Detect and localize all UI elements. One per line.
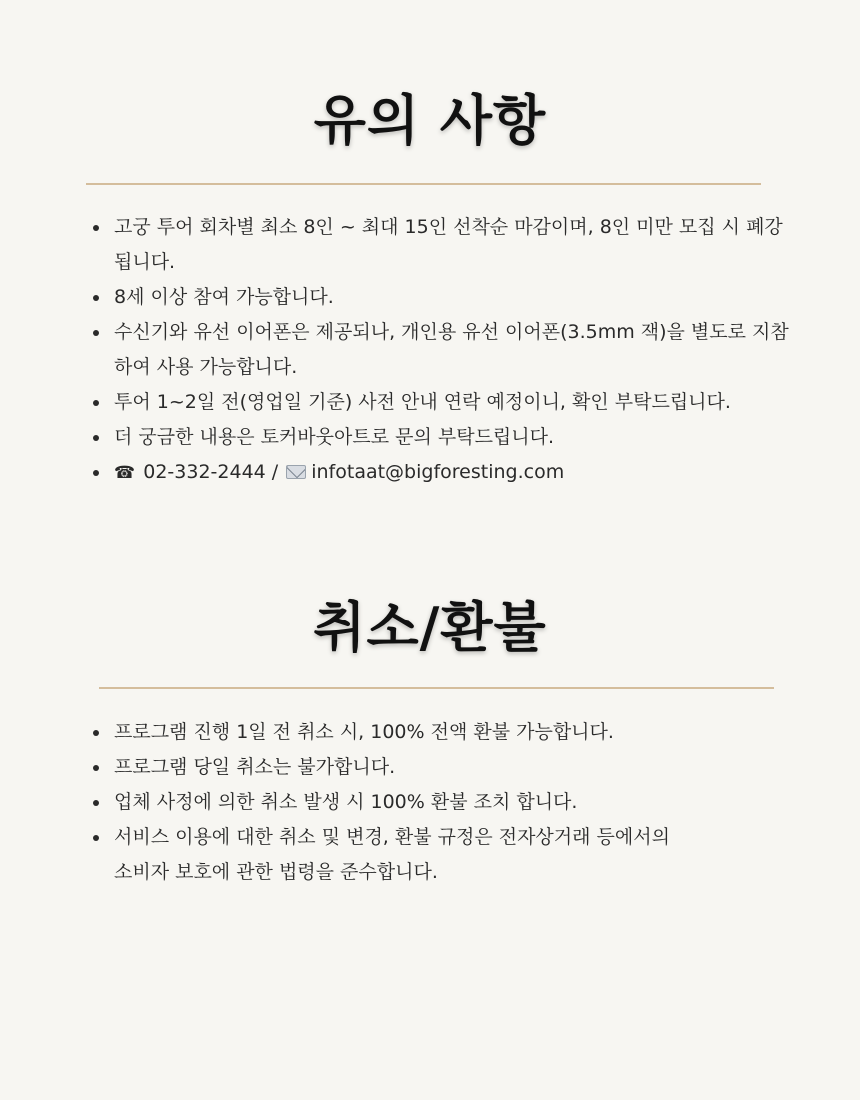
refund-item-text: 프로그램 당일 취소는 불가합니다.: [114, 756, 396, 778]
list-item: [114, 315, 794, 385]
contact-separator: /: [265, 461, 285, 483]
bullet-icon: [93, 225, 99, 231]
bullet-icon: [93, 435, 99, 441]
list-item: [114, 785, 794, 820]
notice-item-text: 더 궁금한 내용은 토커바웃아트로 문의 부탁드립니다.: [114, 426, 555, 448]
bullet-icon: [93, 765, 99, 771]
contact-item: [114, 455, 794, 491]
bullet-icon: [93, 800, 99, 806]
list-item: [114, 820, 794, 890]
list-item: [114, 385, 794, 420]
notice-item-text: 수신기와 유선 이어폰은 제공되나, 개인용 유선 이어폰(3.5mm 잭)을 별도로 지참하여 사용 가능합니다.: [114, 321, 789, 378]
notice-item-text: 고궁 투어 회차별 최소 8인 ~ 최대 15인 선착순 마감이며, 8인 미만 모집 시 폐강됩니다.: [114, 216, 783, 273]
notice-item-text: 8세 이상 참여 가능합니다.: [114, 286, 334, 308]
phone-icon: ☎: [114, 463, 136, 483]
bullet-icon: [93, 470, 99, 476]
list-item: [114, 280, 794, 315]
notice-item-text: 투어 1~2일 전(영업일 기준) 사전 안내 연락 예정이니, 확인 부탁드립니다.: [114, 391, 731, 413]
envelope-icon: [286, 465, 306, 479]
phone-number[interactable]: 02-332-2444: [143, 461, 266, 483]
list-item: [114, 715, 794, 750]
refund-item-text: 프로그램 진행 1일 전 취소 시, 100% 전액 환불 가능합니다.: [114, 721, 614, 743]
refund-section: [0, 587, 860, 883]
bullet-icon: [93, 330, 99, 336]
list-item: [114, 420, 794, 455]
bullet-icon: [93, 400, 99, 406]
refund-item-text: 업체 사정에 의한 취소 발생 시 100% 환불 조치 합니다.: [114, 791, 578, 813]
notice-title: 유의 사항: [313, 88, 547, 152]
bullet-icon: [93, 295, 99, 301]
refund-title: 취소/환불: [313, 595, 547, 659]
refund-divider: [99, 687, 774, 689]
notice-list: [114, 210, 794, 491]
refund-list: [114, 715, 794, 890]
list-item: [114, 210, 794, 280]
bullet-icon: [93, 835, 99, 841]
notice-divider: [86, 183, 761, 185]
refund-policy-line-2: 소비자 보호에 관한 법령을 준수합니다.: [114, 861, 438, 883]
refund-policy-line-1: 서비스 이용에 대한 취소 및 변경, 환불 규정은 전자상거래 등에서의: [114, 826, 670, 848]
notice-section: [0, 80, 860, 483]
bullet-icon: [93, 730, 99, 736]
list-item: [114, 750, 794, 785]
email-address[interactable]: infotaat@bigforesting.com: [311, 461, 565, 483]
